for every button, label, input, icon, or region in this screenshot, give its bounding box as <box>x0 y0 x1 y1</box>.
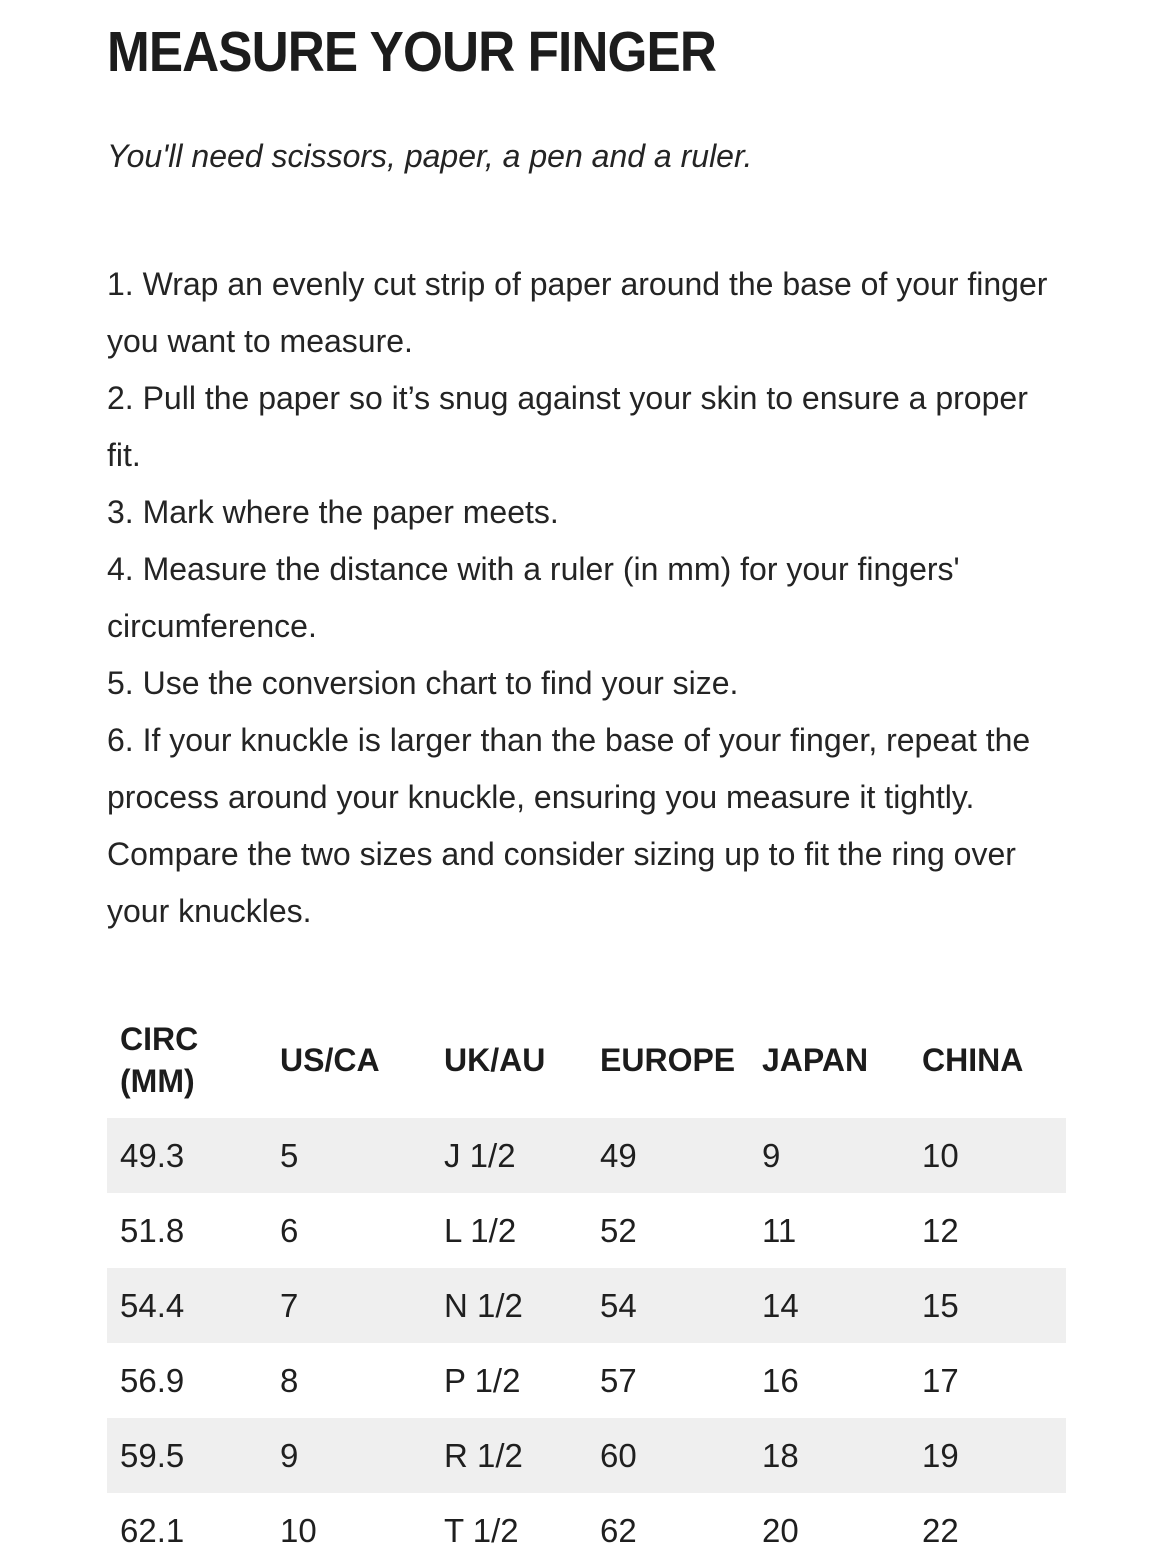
column-header-japan: JAPAN <box>762 1042 869 1078</box>
table-cell: 8 <box>280 1361 299 1399</box>
table-cell: 14 <box>762 1286 799 1324</box>
table-cell: 59.5 <box>120 1436 185 1474</box>
table-cell: 22 <box>922 1511 959 1549</box>
table-cell: L 1/2 <box>444 1211 517 1249</box>
table-row <box>107 1493 1066 1568</box>
table-cell: 49 <box>600 1136 637 1174</box>
table-cell: 62.1 <box>120 1511 185 1549</box>
table-cell: 57 <box>600 1361 637 1399</box>
table-cell: 60 <box>600 1436 637 1474</box>
table-row <box>107 1268 1066 1343</box>
table-cell: 19 <box>922 1436 959 1474</box>
table-cell: 49.3 <box>120 1136 185 1174</box>
table-cell: 9 <box>280 1436 299 1474</box>
instruction-step-6: 6. If your knuckle is larger than the base of your finger, repeat the process around your knuckle, ensuring you measure it tightly. Compare the two sizes and consider sizing up to fit the ring over your knuckles. <box>107 722 1031 929</box>
table-cell: 17 <box>922 1361 959 1399</box>
table-cell: 5 <box>280 1136 299 1174</box>
table-row <box>107 1118 1066 1193</box>
table-cell: T 1/2 <box>444 1511 519 1549</box>
table-cell: 52 <box>600 1211 637 1249</box>
column-header-europe: EUROPE <box>600 1042 736 1078</box>
size-table-header-row <box>107 1012 1066 1108</box>
table-cell: 56.9 <box>120 1361 185 1399</box>
column-header-circ-mm: CIRC (MM) <box>120 1021 199 1099</box>
table-cell: 62 <box>600 1511 637 1549</box>
table-cell: 15 <box>922 1286 959 1324</box>
instruction-list <box>107 256 1066 940</box>
table-cell: 54 <box>600 1286 637 1324</box>
table-cell: 7 <box>280 1286 299 1324</box>
column-header-china: CHINA <box>922 1042 1024 1078</box>
table-cell: 54.4 <box>120 1286 185 1324</box>
column-header-us-ca: US/CA <box>280 1042 380 1078</box>
table-cell: 20 <box>762 1511 799 1549</box>
instruction-step-2: 2. Pull the paper so it’s snug against your skin to ensure a proper fit. <box>107 380 1028 473</box>
table-cell: P 1/2 <box>444 1361 521 1399</box>
table-cell: N 1/2 <box>444 1286 523 1324</box>
column-header-uk-au: UK/AU <box>444 1042 546 1078</box>
size-table-body <box>107 1118 1066 1568</box>
table-cell: 12 <box>922 1211 959 1249</box>
table-row <box>107 1418 1066 1493</box>
instruction-step-1: 1. Wrap an evenly cut strip of paper around the base of your finger you want to measure. <box>107 266 1048 359</box>
table-cell: J 1/2 <box>444 1136 516 1174</box>
table-cell: 9 <box>762 1136 781 1174</box>
page-title: MEASURE YOUR FINGER <box>107 20 717 84</box>
table-row <box>107 1193 1066 1268</box>
ring-size-conversion-table <box>107 1012 1066 1568</box>
table-cell: 16 <box>762 1361 799 1399</box>
instruction-step-3: 3. Mark where the paper meets. <box>107 494 559 530</box>
table-cell: 10 <box>922 1136 959 1174</box>
instruction-step-4: 4. Measure the distance with a ruler (in mm) for your fingers' circumference. <box>107 551 960 644</box>
table-cell: 10 <box>280 1511 317 1549</box>
table-cell: 18 <box>762 1436 799 1474</box>
table-cell: R 1/2 <box>444 1436 523 1474</box>
table-cell: 51.8 <box>120 1211 185 1249</box>
instruction-step-5: 5. Use the conversion chart to find your size. <box>107 665 739 701</box>
page-subtitle: You'll need scissors, paper, a pen and a ruler. <box>107 138 753 174</box>
table-cell: 11 <box>762 1211 797 1249</box>
table-row <box>107 1343 1066 1418</box>
table-cell: 6 <box>280 1211 299 1249</box>
